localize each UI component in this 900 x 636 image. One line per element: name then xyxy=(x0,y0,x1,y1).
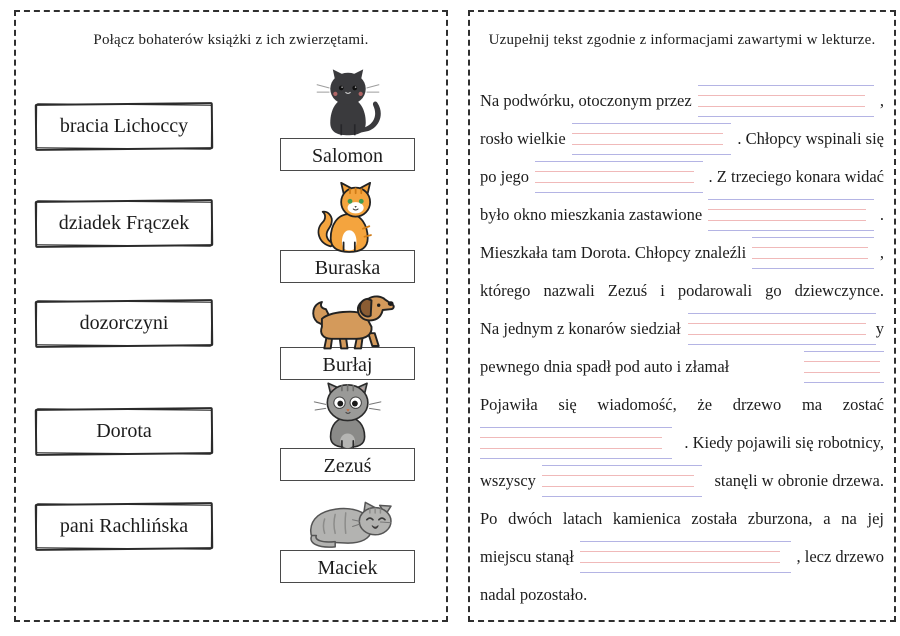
line-text: Na jednym z konarów siedział xyxy=(480,319,681,338)
character-name: Dorota xyxy=(96,420,152,442)
grey-cat-lying-icon xyxy=(302,496,394,559)
fill-in-blank[interactable] xyxy=(535,161,703,194)
text-line xyxy=(480,120,884,158)
line-text: . Z trzeciego konara widać xyxy=(708,167,884,186)
text-line xyxy=(480,158,884,196)
matching-panel-title: Połącz bohaterów książki z ich zwierzętami. xyxy=(93,32,369,48)
character-name: dozorczyni xyxy=(79,312,169,334)
matching-panel xyxy=(14,10,448,622)
text-line xyxy=(480,234,884,272)
line-text: wszyscy xyxy=(480,471,536,490)
fill-in-blank[interactable] xyxy=(698,85,874,118)
fill-text-body xyxy=(480,82,884,614)
character-box-dozorczyni[interactable] xyxy=(35,300,213,347)
line-text: , xyxy=(879,91,884,110)
line-text: Na podwórku, otoczonym przez xyxy=(480,91,692,110)
fill-in-blank[interactable] xyxy=(580,541,791,574)
line-text: . xyxy=(879,205,884,224)
line-text: po jego xyxy=(480,167,530,186)
line-text: pewnego dnia spadł pod auto i złamał xyxy=(480,357,730,376)
line-text: było okno mieszkania zastawione xyxy=(480,205,703,224)
brown-dog-icon xyxy=(299,290,396,359)
text-line: którego nazwali Zezuś i podarowali go dziewczynce. xyxy=(480,281,884,300)
line-text: , lecz drzewo xyxy=(796,547,884,566)
fill-in-blank[interactable] xyxy=(752,237,874,270)
line-text: . Kiedy pojawili się robotnicy, xyxy=(684,433,884,452)
character-name: bracia Lichoccy xyxy=(59,115,189,137)
text-line xyxy=(480,424,884,462)
text-line xyxy=(480,310,884,348)
text-line: Pojawiła się wiadomość, że drzewo ma zostać xyxy=(480,395,884,414)
fill-in-blank[interactable] xyxy=(688,313,876,346)
character-box-dorota[interactable] xyxy=(35,408,213,455)
text-line xyxy=(480,82,884,120)
text-line xyxy=(480,576,884,614)
orange-cat-icon xyxy=(309,182,387,261)
black-cat-icon xyxy=(308,66,388,147)
fill-in-blank[interactable] xyxy=(804,351,884,384)
fill-in-blank[interactable] xyxy=(572,123,732,156)
line-text: stanęli w obronie drzewa. xyxy=(714,471,884,490)
character-name: pani Rachlińska xyxy=(59,515,189,537)
line-text: y xyxy=(875,319,884,338)
line-text: nadal pozostało. xyxy=(480,585,588,604)
line-text: rosło wielkie xyxy=(480,129,566,148)
line-text: Mieszkała tam Dorota. Chłopcy znaleźli xyxy=(480,243,747,262)
animal-name: Salomon xyxy=(311,145,384,167)
character-box-bracia-lichoccy[interactable] xyxy=(35,103,213,150)
animal-name: Burłaj xyxy=(322,354,373,376)
text-line: Po dwóch latach kamienica została zburzona, a na jej xyxy=(480,509,884,528)
fill-in-blank[interactable] xyxy=(708,199,874,232)
grey-kitten-icon xyxy=(309,380,387,458)
animal-name: Zezuś xyxy=(323,455,372,477)
character-name: dziadek Frączek xyxy=(58,212,190,234)
character-box-dziadek-fraczek[interactable] xyxy=(35,200,213,247)
fill-in-blank[interactable] xyxy=(480,427,672,460)
fill-in-blank[interactable] xyxy=(542,465,702,498)
text-line xyxy=(480,348,884,386)
text-line xyxy=(480,196,884,234)
line-text: . Chłopcy wspinali się xyxy=(737,129,884,148)
animal-name: Maciek xyxy=(317,557,378,579)
fill-text-panel-title: Uzupełnij tekst zgodnie z informacjami zawartymi w lekturze. xyxy=(488,32,876,48)
fill-text-panel xyxy=(468,10,896,622)
animal-name: Buraska xyxy=(314,257,381,279)
character-box-pani-rachlinska[interactable] xyxy=(35,503,213,550)
text-line xyxy=(480,538,884,576)
line-text: miejscu stanął xyxy=(480,547,574,566)
text-line xyxy=(480,462,884,500)
line-text: , xyxy=(879,243,884,262)
